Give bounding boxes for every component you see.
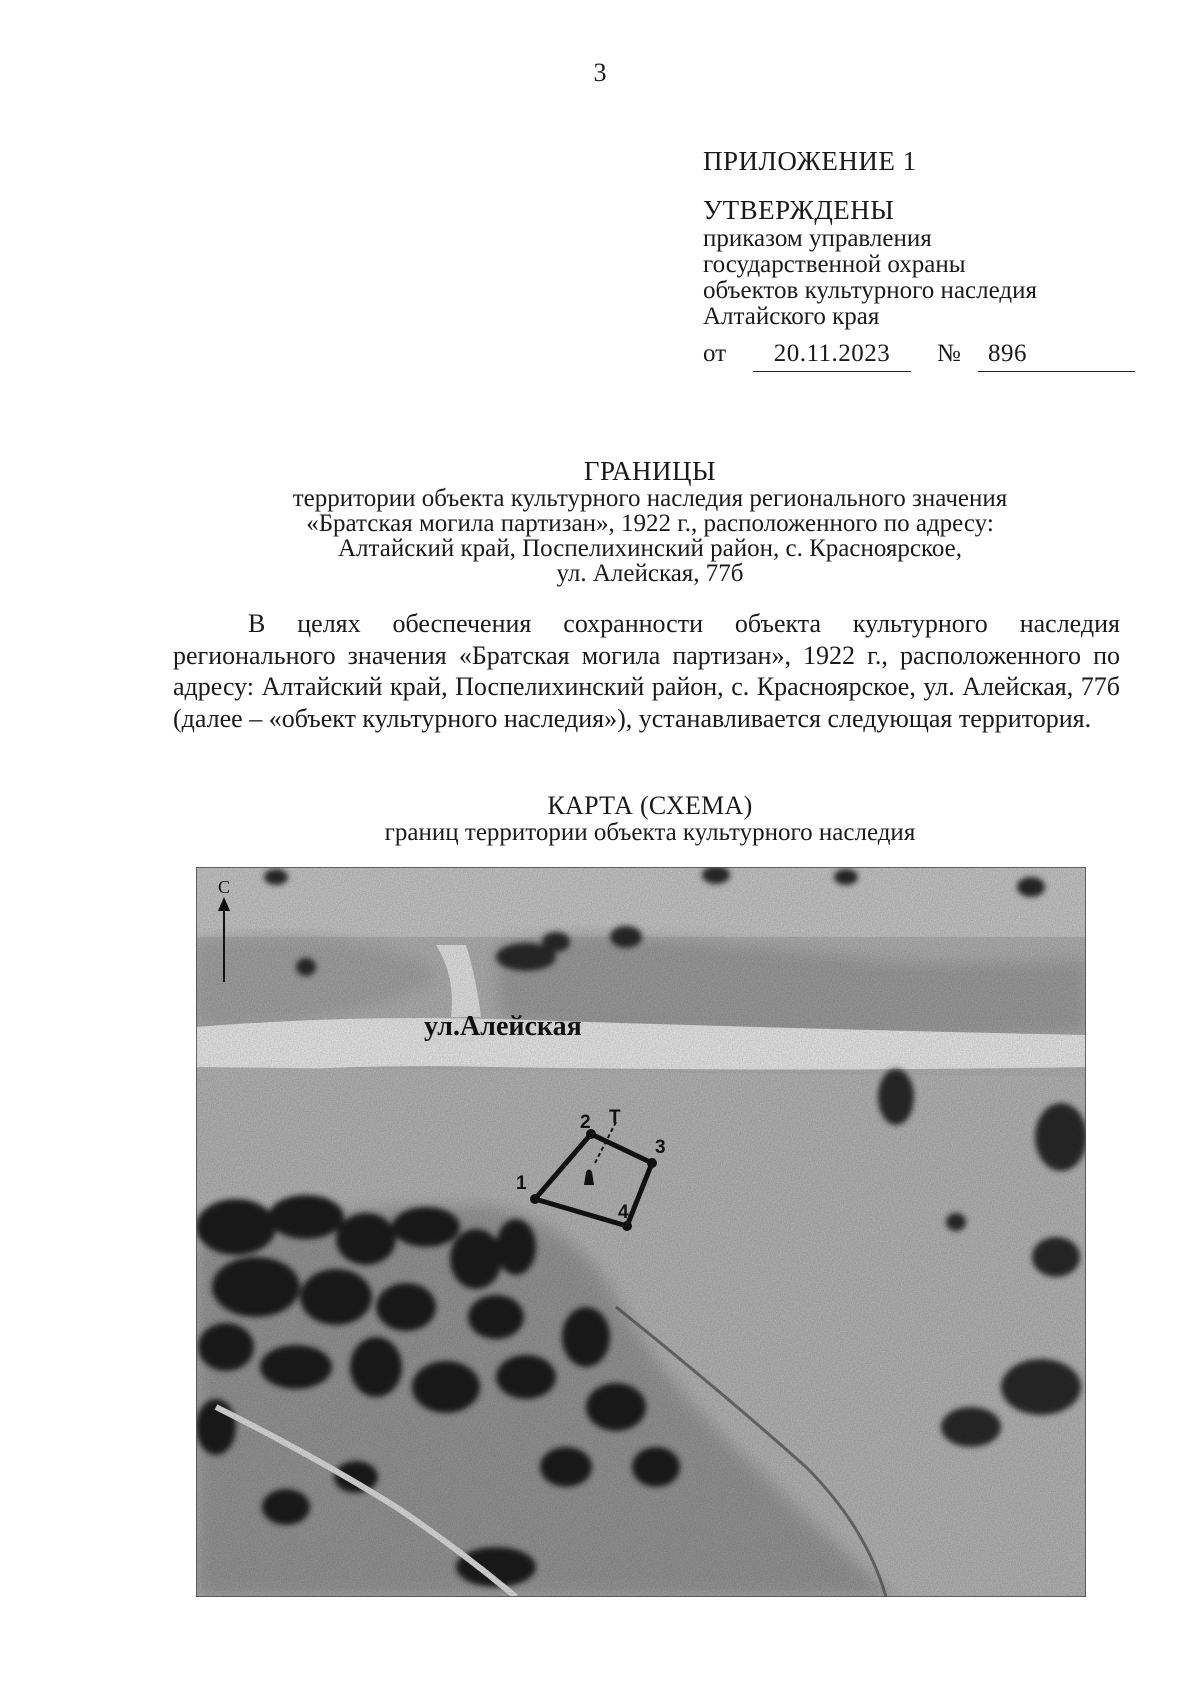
approval-line: Алтайского края	[703, 303, 880, 331]
order-number: 896	[978, 340, 1135, 372]
map-heading	[170, 792, 1130, 846]
approved-label: УТВЕРЖДЕНЫ	[703, 195, 895, 226]
document-heading	[170, 456, 1130, 586]
map-image	[196, 867, 1086, 1597]
point-label-1: 1	[516, 1173, 527, 1194]
street-label: ул.Алейская	[424, 1011, 582, 1042]
approval-line: объектов культурного наследия	[703, 277, 1037, 305]
approval-block	[703, 146, 1037, 372]
heading-line: территории объекта культурного наследия регионального значения	[292, 485, 1008, 512]
approval-line: приказом управления	[703, 225, 932, 253]
heading-title: ГРАНИЦЫ	[583, 456, 717, 486]
north-label: С	[218, 877, 231, 897]
point-label-4: 4	[618, 1202, 629, 1223]
boundary-point-1	[530, 1194, 540, 1204]
map-title: КАРТА (СХЕМА)	[547, 791, 753, 820]
object-label: Т	[609, 1107, 621, 1128]
order-date: 20.11.2023	[753, 340, 911, 372]
number-label: №	[937, 340, 961, 368]
approval-line: государственной охраны	[703, 251, 966, 279]
point-label-2: 2	[580, 1112, 591, 1133]
point-label-3: 3	[655, 1137, 666, 1158]
appendix-label: ПРИЛОЖЕНИЕ 1	[703, 146, 917, 176]
heading-line: «Братская могила партизан», 1922 г., расположенного по адресу:	[306, 510, 994, 537]
heading-line: Алтайский край, Поспелихинский район, с. Красноярское,	[337, 535, 963, 562]
map-subtitle: границ территории объекта культурного наследия	[384, 819, 916, 846]
from-label: от	[703, 340, 727, 368]
order-row	[703, 332, 1037, 372]
page-number: 3	[593, 58, 607, 87]
boundary-point-3	[647, 1158, 657, 1168]
heading-line: ул. Алейская, 77б	[556, 560, 744, 587]
body-paragraph: В целях обеспечения сохранности объекта культурного наследия регионального значения «Братская могила партизан», 1922 г., расположенного по адресу: Алтайский край, Поспелихинский район, с. Красноярское, ул. Алейская, 77б (далее – «объект культурного наследия»), устанавливается следующая территория.	[173, 609, 1120, 733]
